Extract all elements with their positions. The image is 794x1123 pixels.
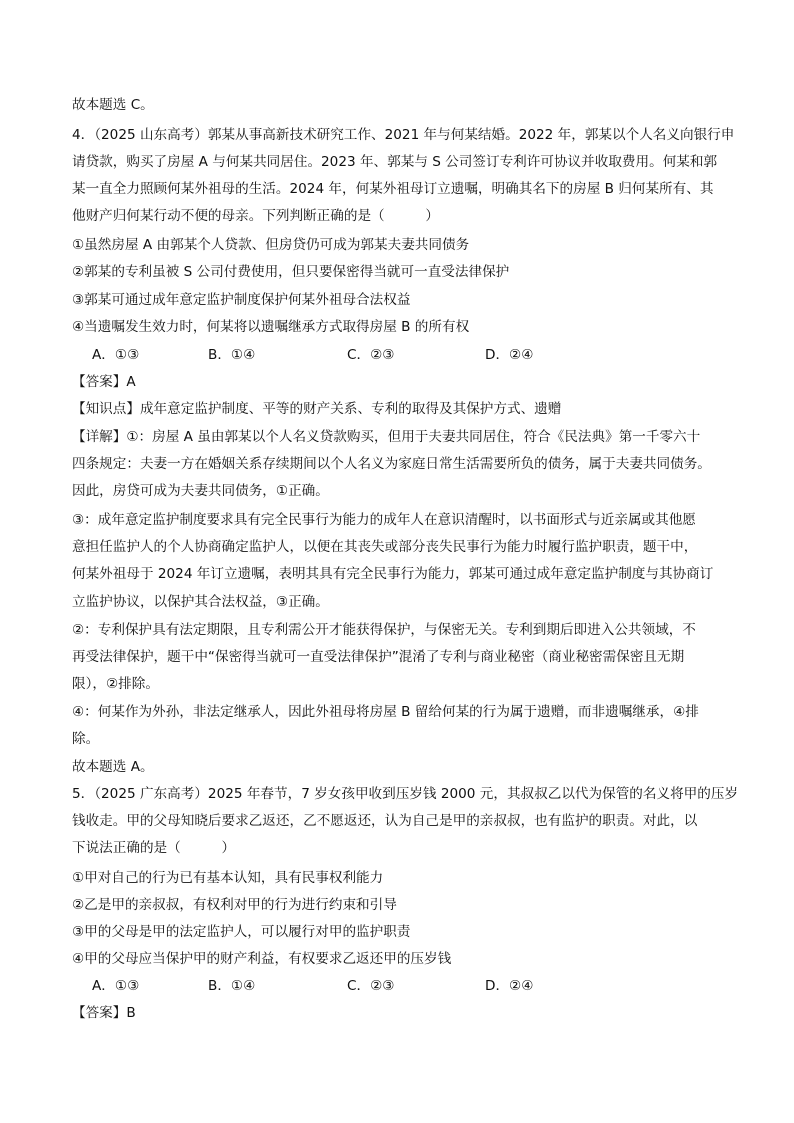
text-line: 他财产归何某行动不便的母亲。下列判断正确的是（ ） [72, 208, 440, 224]
q4-detail: 四条规定：夫妻一方在婚姻关系存续期间以个人名义为家庭日常生活需要所负的债务，属于夫妻共同债务。 [72, 456, 711, 472]
text-line: 下说法正确的是（ ） [72, 840, 236, 856]
q4-answer: 【答案】A [72, 374, 136, 390]
q4-detail: 因此，房贷可成为夫妻共同债务，①正确。 [72, 483, 329, 499]
statement: ①甲对自己的行为已有基本认知，具有民事权利能力 [72, 870, 384, 886]
statement: ④甲的父母应当保护甲的财产利益，有权要求乙返还甲的压岁钱 [72, 951, 452, 967]
q4-detail: 意担任监护人的个人协商确定监护人，以便在其丧失或部分丧失民事行为能力时履行监护职责，题干中， [72, 539, 698, 555]
text-line: 钱收走。甲的父母知晓后要求乙返还，乙不愿返还，认为自己是甲的亲叔叔，也有监护的职责。对此，以 [72, 813, 698, 829]
option-a: A．①③ [92, 347, 140, 363]
text-line: 某一直全力照顾何某外祖母的生活。2024 年，何某外祖母订立遗嘱，明确其名下的房屋 B 归何某所有、其 [72, 181, 714, 197]
text-line: 请贷款，购买了房屋 A 与何某共同居住。2023 年、郭某与 S 公司签订专利许可协议并收取费用。何某和郭 [72, 154, 718, 170]
question-5-stem: 5．（2025 广东高考）2025 年春节，7 岁女孩甲收到压岁钱 2000 元，其叔叔乙以代为保管的名义将甲的压岁 [72, 786, 739, 802]
question-4-stem: 4．（2025 山东高考）郭某从事高新技术研究工作、2021 年与何某结婚。2022 年，郭某以个人名义向银行申 [72, 127, 735, 143]
q4-detail: ②：专利保护具有法定期限，且专利需公开才能获得保护，与保密无关。专利到期后即进入公共领域，不 [72, 622, 696, 638]
text-line: 故本题选 A。 [72, 759, 154, 775]
statement: ④当遗嘱发生效力时，何某将以遗嘱继承方式取得房屋 B 的所有权 [72, 319, 470, 335]
option-b: B．①④ [208, 347, 256, 363]
statement: ③郭某可通过成年意定监护制度保护何某外祖母合法权益 [72, 292, 411, 308]
option-d: D．②④ [485, 978, 534, 994]
q4-detail: ③：成年意定监护制度要求具有完全民事行为能力的成年人在意识清醒时，以书面形式与近亲属或其他愿 [72, 512, 696, 528]
q4-detail: 再受法律保护，题干中“保密得当就可一直受法律保护”混淆了专利与商业秘密（商业秘密需保密且无期 [72, 649, 685, 665]
q5-answer: 【答案】B [72, 1005, 136, 1021]
option-c: C．②③ [347, 347, 395, 363]
option-c: C．②③ [347, 978, 395, 994]
option-d: D．②④ [485, 347, 534, 363]
text-line: 故本题选 C。 [72, 97, 154, 113]
q4-detail: 立监护协议，以保护其合法权益，③正确。 [72, 594, 329, 610]
option-a: A．①③ [92, 978, 140, 994]
q4-detail: 何某外祖母于 2024 年订立遗嘱，表明其具有完全民事行为能力，郭某可通过成年意定监护制度与其协商订 [72, 566, 714, 582]
statement: ③甲的父母是甲的法定监护人，可以履行对甲的监护职责 [72, 924, 411, 940]
q4-knowledge-point: 【知识点】成年意定监护制度、平等的财产关系、专利的取得及其保护方式、遗赠 [72, 401, 562, 417]
q4-detail: ④：何某作为外孙，非法定继承人，因此外祖母将房屋 B 留给何某的行为属于遗赠，而非遗嘱继承，④排 [72, 704, 699, 720]
q4-detail: 除。 [72, 731, 100, 747]
statement: ①虽然房屋 A 由郭某个人贷款、但房贷仍可成为郭某夫妻共同债务 [72, 237, 470, 253]
q4-detail: 【详解】①：房屋 A 虽由郭某以个人名义贷款购买，但用于夫妻共同居住，符合《民法典》第一千零六十 [72, 429, 701, 445]
statement: ②乙是甲的亲叔叔，有权利对甲的行为进行约束和引导 [72, 897, 397, 913]
statement: ②郭某的专利虽被 S 公司付费使用，但只要保密得当就可一直受法律保护 [72, 264, 510, 280]
option-b: B．①④ [208, 978, 256, 994]
q4-detail: 限），②排除。 [72, 676, 159, 692]
